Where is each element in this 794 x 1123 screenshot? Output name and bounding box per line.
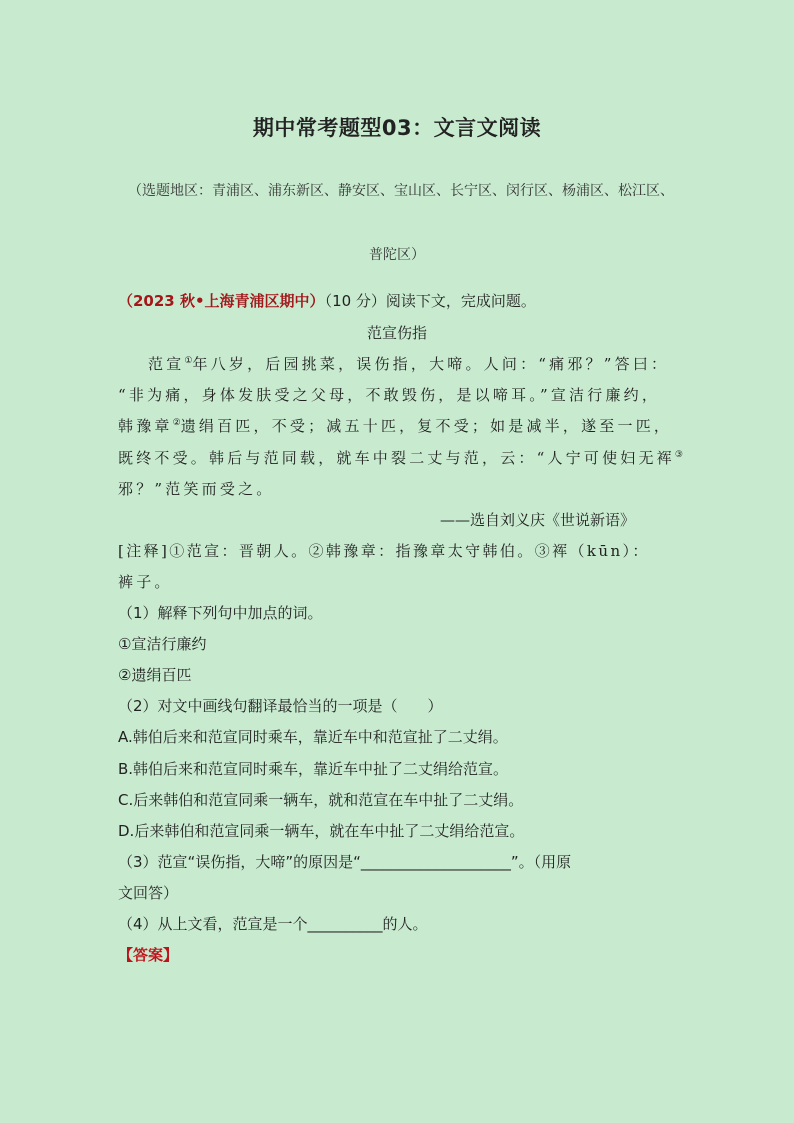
region-note-line-1: （选题地区：青浦区、浦东新区、静安区、宝山区、长宁区、闵行区、杨浦区、松江区、 xyxy=(128,183,674,199)
passage-line-1 xyxy=(148,353,669,374)
question-1: （1）解释下列句中加点的词。 xyxy=(118,604,323,622)
passage-line-3 xyxy=(118,415,672,436)
passage-text: 范宣 xyxy=(148,355,185,373)
passage-text: 遗绢百匹，不受；减五十匹，复不受；如是减半，遂至一匹， xyxy=(180,417,673,435)
answer-label: 【答案】 xyxy=(118,946,179,964)
question-1-item-a: ①宣洁行廉约 xyxy=(118,635,207,653)
question-intro: （10 分）阅读下文，完成问题。 xyxy=(324,292,536,310)
footnote-marker-3: ③ xyxy=(674,450,683,460)
question-header xyxy=(118,290,536,311)
passage-text: 年八岁，后园挑菜，误伤指，大啼。人问：“痛邪？”答曰： xyxy=(192,355,670,373)
passage-title: 范宣伤指 xyxy=(366,324,427,342)
question-3-line-2: 文回答） xyxy=(118,884,179,902)
passage-source: ——选自刘义庆《世说新语》 xyxy=(440,511,636,529)
question-source: （2023 秋•上海青浦区期中） xyxy=(118,292,325,310)
footnote-marker-2: ② xyxy=(172,418,181,428)
passage-text: 韩豫章 xyxy=(118,417,173,435)
question-3-line-1: （3）范宣“误伤指，大啼”的原因是“____________________”。（用原 xyxy=(118,853,572,871)
question-4: （4）从上文看，范宣是一个__________的人。 xyxy=(118,915,428,933)
page-title: 期中常考题型03：文言文阅读 xyxy=(252,116,542,140)
passage-line-5: 邪？”范笑而受之。 xyxy=(118,480,275,498)
question-2-option-b: B.韩伯后来和范宣同时乘车，靠近车中扯了二丈绢给范宣。 xyxy=(118,760,509,778)
region-note-line-2: 普陀区） xyxy=(369,247,425,263)
question-2-option-c: C.后来韩伯和范宣同乘一辆车，就和范宣在车中扯了二丈绢。 xyxy=(118,791,524,809)
footnote-marker-1: ① xyxy=(184,356,193,366)
question-2-option-d: D.后来韩伯和范宣同乘一辆车，就在车中扯了二丈绢给范宣。 xyxy=(118,822,525,840)
notes-line-2: 裤子。 xyxy=(118,573,173,591)
passage-line-4 xyxy=(118,447,683,468)
question-1-item-b: ②遗绢百匹 xyxy=(118,666,192,684)
passage-text: 既终不受。韩后与范同载，就车中裂二丈与范，云：“人宁可使妇无裈 xyxy=(118,449,675,467)
passage-line-2: “非为痛，身体发肤受之父母，不敢毁伤，是以啼耳。”宣洁行廉约， xyxy=(118,386,661,404)
question-2-option-a: A.韩伯后来和范宣同时乘车，靠近车中和范宣扯了二丈绢。 xyxy=(118,728,508,746)
notes-line-1: [注释]①范宣：晋朝人。②韩豫章：指豫章太守韩伯。③裈（kūn）： xyxy=(118,542,650,560)
question-2: （2）对文中画线句翻译最恰当的一项是（ ） xyxy=(118,697,443,715)
